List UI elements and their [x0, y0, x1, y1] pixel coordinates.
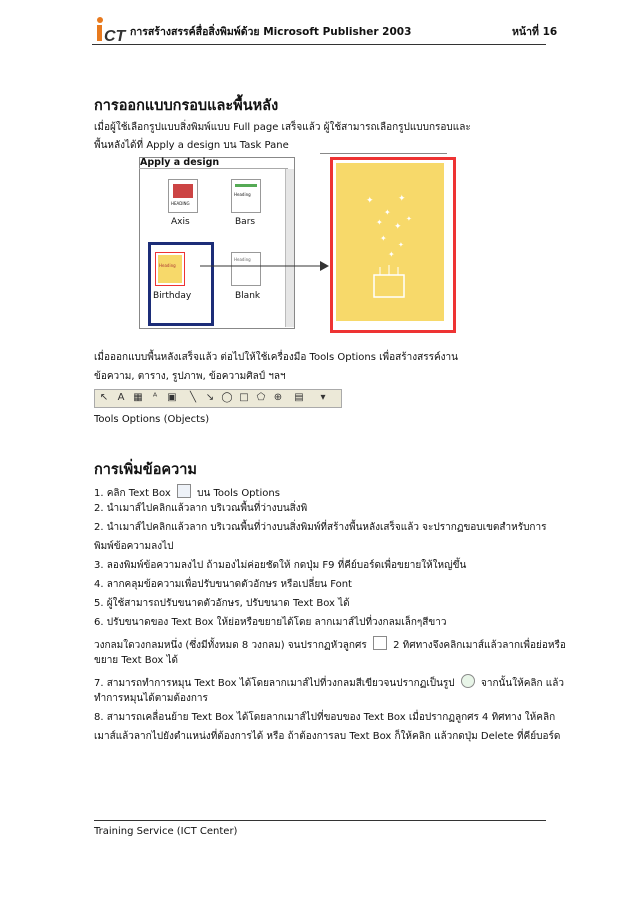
design-thumb-blank[interactable]: Heading — [231, 252, 261, 286]
autoshapes-icon[interactable]: ⬠ — [256, 392, 266, 403]
rectangle-icon[interactable]: □ — [239, 392, 249, 403]
svg-text:✦: ✦ — [388, 250, 395, 259]
rotate-icon — [461, 674, 475, 688]
paragraph-line: พื้นหลังได้ที่ Apply a design บน Task Pane — [94, 140, 289, 151]
svg-text:✦: ✦ — [376, 218, 383, 227]
list-item: ขยาย Text Box ได้ — [94, 655, 179, 666]
section-heading-frame-background: การออกแบบกรอบและพื้นหลัง — [94, 98, 279, 114]
pointer-icon[interactable]: ↖ — [99, 392, 109, 403]
svg-text:✦: ✦ — [394, 222, 402, 232]
list-item: 8. สามารถเคลื่อนย้าย Text Box ได้โดยลากเมาส์ไปที่ขอบของ Text Box เมื่อปรากฏลูกศร 4 ทิศทาง ให้คลิก — [94, 712, 556, 723]
list-item: 4. ลากคลุมข้อความเพื่อปรับขนาดตัวอักษร หรือเปลี่ยน Font — [94, 579, 352, 590]
table-icon[interactable]: ▦ — [133, 392, 143, 403]
design-gallery-icon[interactable]: ▤ — [294, 392, 304, 403]
objects-toolbar — [94, 389, 342, 408]
wordart-icon[interactable]: ᴬ — [152, 392, 158, 403]
svg-text:✦: ✦ — [380, 234, 387, 243]
svg-text:✦: ✦ — [398, 194, 406, 204]
resize-arrow-icon — [373, 636, 387, 650]
list-item: 3. ลองพิมพ์ข้อความลงไป ถ้ามองไม่ค่อยชัดให้ กดปุ่ม F9 ที่คีย์บอร์ดเพื่อขยายให้ใหญ่ขึ้น — [94, 560, 467, 571]
list-item: เมาส์แล้วลากไปยังตำแหน่งที่ต้องการได้ หรือ ถ้าต้องการลบ Text Box ก็ให้คลิก แล้วกดปุ่ม Delete ที่คีย์บอร์ด — [94, 731, 561, 742]
list-item: 7. สามารถทำการหมุน Text Box ได้โดยลากเมาส์ไปที่วงกลมสีเขียวจนปรากฏเป็นรูป จากนั้นให้คลิก แล้ว — [94, 674, 564, 690]
toolbar-options-icon[interactable]: ▾ — [320, 392, 326, 403]
header-title: การสร้างสรรค์สื่อสิ่งพิมพ์ด้วย Microsoft Publisher 2003 — [130, 26, 412, 38]
stars-and-cake-graphic — [336, 163, 444, 321]
list-item: 5. ผู้ใช้สามารถปรับขนาดตัวอักษร, ปรับขนาด Text Box ได้ — [94, 598, 350, 609]
list-item: 2. นำเมาส์ไปคลิกแล้วลาก บริเวณพื้นที่ว่างบนสิ่งพิ — [94, 503, 308, 514]
line-icon[interactable]: ╲ — [189, 392, 197, 403]
arrow-tool-icon[interactable]: ↘ — [205, 392, 215, 403]
birthday-preview-fill — [336, 163, 444, 321]
toolbar-caption: Tools Options (Objects) — [94, 414, 210, 425]
panel-title: Apply a design — [140, 157, 220, 168]
text-box-icon — [177, 484, 191, 498]
text-box-icon[interactable]: A — [117, 392, 125, 403]
svg-text:CT: CT — [104, 28, 126, 44]
list-item: วงกลมใดวงกลมหนึ่ง (ซึ่งมีทั้งหมด 8 วงกลม) จนปรากฏหัวลูกศร 2 ทิศทางจึงคลิกเมาส์แล้วลากเพื่อย่อหรือ — [94, 636, 566, 652]
section-heading-add-text: การเพิ่มข้อความ — [94, 462, 197, 478]
header-divider — [92, 44, 546, 45]
preview-divider — [320, 153, 447, 154]
design-thumb-birthday[interactable]: Heading — [155, 252, 185, 286]
selected-design-highlight — [148, 242, 214, 326]
ict-logo — [92, 14, 130, 44]
design-label-birthday: Birthday — [153, 291, 192, 301]
design-label-bars: Bars — [235, 217, 256, 227]
list-item: 6. ปรับขนาดของ Text Box ให้ย่อหรือขยายได้โดย ลากเมาส์ไปที่วงกลมเล็กๆสีขาว — [94, 617, 447, 628]
design-thumb-bars[interactable]: Heading — [231, 179, 261, 213]
svg-text:✦: ✦ — [384, 208, 391, 217]
svg-text:✦: ✦ — [406, 215, 412, 223]
list-item: 2. นำเมาส์ไปคลิกแล้วลาก บริเวณพื้นที่ว่างบนสิ่งพิมพ์ที่สร้างพื้นหลังเสร็จแล้ว จะปรากฏขอบเขตสำหรับการ — [94, 522, 547, 533]
arrow-icon — [200, 258, 330, 278]
panel-scrollbar[interactable] — [285, 169, 294, 327]
hotspot-icon[interactable]: ⊕ — [273, 392, 283, 403]
footer-divider — [94, 820, 546, 821]
page-number: หน้าที่ 16 — [512, 26, 558, 38]
footer-text: Training Service (ICT Center) — [94, 826, 238, 837]
list-item: พิมพ์ข้อความลงไป — [94, 541, 174, 552]
paragraph-line: ข้อความ, ตาราง, รูปภาพ, ข้อความศิลป์ ฯลฯ — [94, 371, 286, 382]
svg-text:✦: ✦ — [398, 241, 404, 249]
paragraph-line: เมื่อออกแบบพื้นหลังเสร็จแล้ว ต่อไปให้ใช้เครื่องมือ Tools Options เพื่อสร้างสรรค์งาน — [94, 352, 458, 363]
design-thumb-axis[interactable]: HEADING — [168, 179, 198, 213]
paragraph-line: เมื่อผู้ใช้เลือกรูปแบบสิ่งพิมพ์แบบ Full page เสร็จแล้ว ผู้ใช้สามารถเลือกรูปแบบกรอบและ — [94, 122, 471, 133]
design-label-blank: Blank — [235, 291, 261, 301]
svg-text:✦: ✦ — [366, 196, 374, 206]
list-item: 1. คลิก Text Box บน Tools Options — [94, 484, 280, 500]
list-item: ทำการหมุนได้ตามต้องการ — [94, 693, 208, 704]
picture-icon[interactable]: ▣ — [167, 392, 177, 403]
design-label-axis: Axis — [171, 217, 190, 227]
oval-icon[interactable]: ◯ — [221, 392, 233, 403]
